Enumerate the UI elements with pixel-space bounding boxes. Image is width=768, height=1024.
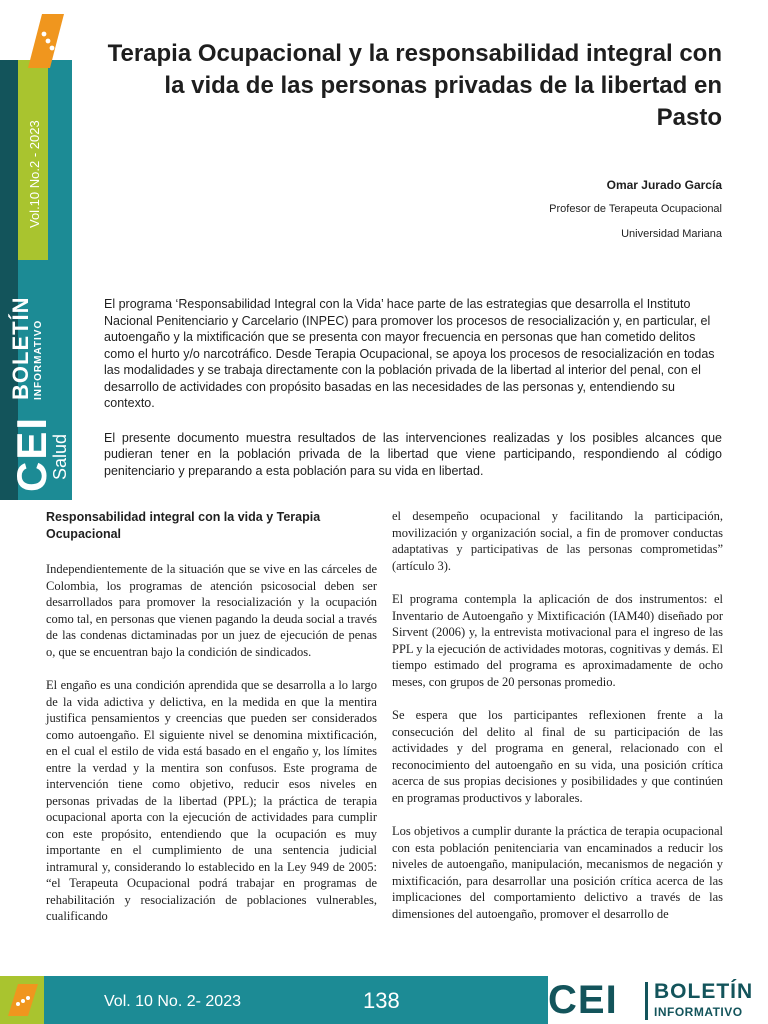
footer-logo <box>548 976 768 1024</box>
footer-logo-divider <box>645 982 648 1020</box>
abstract <box>104 296 722 497</box>
sidebar-brand-boletin: BOLETÍN <box>8 296 33 400</box>
footer-logo-informativo: INFORMATIVO <box>654 1005 743 1019</box>
sidebar-brand-informativo: INFORMATIVO <box>33 319 44 400</box>
sidebar-volume: Vol.10 No.2 - 2023 <box>27 120 42 228</box>
body-paragraph: Se espera que los participantes reflexionen frente a la consecución del delito al final de su participación de las actividades y del programa en general, relacionado con el reconocimiento del autoengaño en su vida, una posición crítica acerca de sus propias decisiones y posibilidades y que continúen en programas productivos y laborales. <box>392 708 723 805</box>
footer-cei-logo: CEI <box>548 978 618 1022</box>
body-paragraph: El programa contempla la aplicación de dos instrumentos: el Inventario de Autoengaño y Mixtificación (IAM40) diseñado por Sirvent (2006) y, la entrevista motivacional para el ingreso de las PPL y la ejecución de actividades motoras, cognitivas y demás. El tiempo estimado del programa es aproximadamente de ocho meses, con grupos de 20 personas promedio. <box>392 592 723 689</box>
left-column <box>46 509 377 942</box>
footer-orange-dots-icon <box>8 984 38 1016</box>
abstract-paragraph: El presente documento muestra resultados de las intervenciones realizadas y los posibles alcances que pudieran tener en la población privada de la libertad que viene participando, respondiendo al código penitenciario y preparando a esta población para su vida en libertad. <box>104 430 722 478</box>
section-heading: Responsabilidad integral con la vida y Terapia Ocupacional <box>46 510 321 541</box>
article-title: Terapia Ocupacional y la responsabilidad integral con la vida de las personas privadas de la libertad en Pasto <box>107 40 722 131</box>
author-role: Profesor de Terapeuta Ocupacional <box>549 203 722 215</box>
sidebar-section-label: Salud <box>50 433 70 480</box>
body-paragraph: Los objetivos a cumplir durante la práctica de terapia ocupacional con esta población penitenciaria van encaminados a reducir los niveles de autoengaño, manipulación, mecanismos de negación y mixtificación, para desarrollar una posición crítica acerca de las implicaciones del comportamiento delictivo a través de las dimensiones del autoengaño, promover el desarrollo de <box>392 824 723 921</box>
page-footer <box>0 976 768 1024</box>
body-paragraph: el desempeño ocupacional y facilitando la participación, movilización y organización social, a fin de promover conductas adaptativas y participativas de las personas comprometidas” (artículo 3). <box>392 509 723 573</box>
footer-volume: Vol. 10 No. 2- 2023 <box>104 993 241 1010</box>
orange-dots-icon <box>28 14 64 68</box>
sidebar-decoration <box>0 0 80 500</box>
abstract-paragraph: El programa ‘Responsabilidad Integral con la Vida’ hace parte de las estrategias que desarrolla el Instituto Nacional Penitenciario y Carcelario (INPEC) para promover los procesos de resocialización y, en particular, el autoengaño y la mixtificación que se presenta con mayor frecuencia en personas que han cometido delitos como el hurto y/o narcotráfico. Desde Terapia Ocupacional, se apoya los procesos de resocialización en todas las modalidades y se trabaja directamente con la población privada de la libertad al interior del penal, con el desarrollo de actividades con propósito basadas en las necesidades de las personas y, entendiendo su contexto. <box>104 297 715 410</box>
sidebar-cei-logo: CEI <box>8 415 55 492</box>
author-name: Omar Jurado García <box>606 178 722 192</box>
author-institution: Universidad Mariana <box>621 228 722 240</box>
body-paragraph: El engaño es una condición aprendida que se desarrolla a lo largo de la vida adictiva y delictiva, en la medida en que la mentira justifica pensamientos y creencias que pueden ser considerados como autoengaño. El siguiente nivel se denomina mixtificación, en el cual el estilo de vida está basado en el engaño y, los límites entre la verdad y la mentira son confusos. Este programa de intervención tiene como objetivo, reducir esos niveles en personas privadas de la libertad (PPL); la práctica de terapia ocupacional aporta con la ejecución de actividades para cumplir con este propósito, entendiendo que la ocupación es muy importante en el cumplimiento de una sentencia judicial intramural y, considerando lo establecido en la Ley 949 de 2005: “el Terapeuta Ocupacional podrá trabajar en programas de rehabilitación y resocialización de poblaciones vulnerables, cualificando <box>46 678 377 923</box>
footer-logo-boletin: BOLETÍN <box>654 980 754 1003</box>
right-column <box>392 508 723 939</box>
page-number: 138 <box>363 988 400 1013</box>
body-paragraph: Independientemente de la situación que se vive en las cárceles de Colombia, los programas de atención psicosocial deben ser desarrollados para promover la resocialización y la ocupación como tal, en personas que vienen pagando la deuda social a través de las condenas dictaminadas por un juez de ejecución de penas o, que se encuentran bajo la condición de sindicados. <box>46 562 377 659</box>
